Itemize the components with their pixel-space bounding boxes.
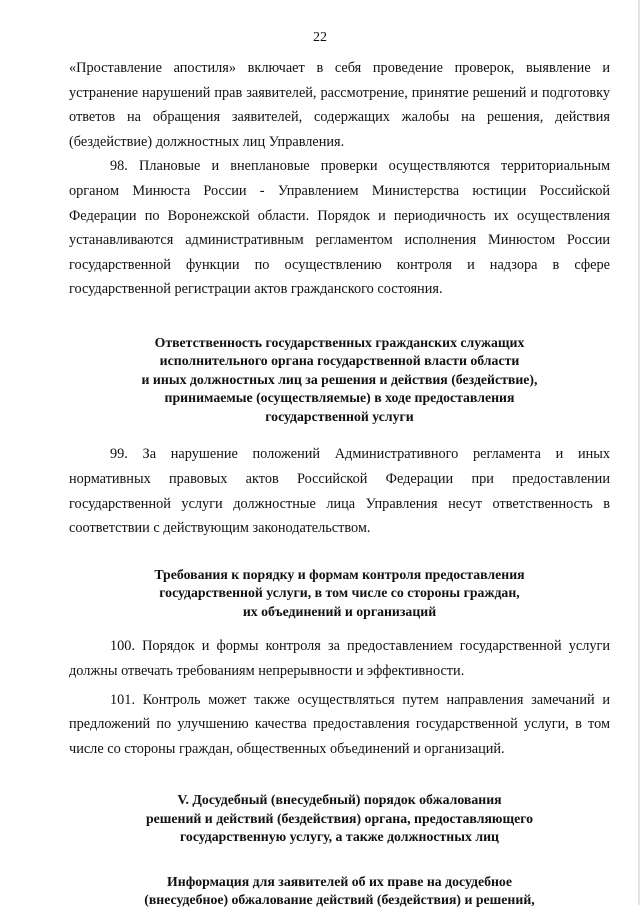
heading-line: V. Досудебный (внесудебный) порядок обжалования	[177, 792, 502, 808]
heading-requirements	[69, 566, 610, 622]
page-content	[69, 56, 610, 910]
paragraph-99: 99. За нарушение положений Административного регламента и иных нормативных правовых актов Российской Федерации при предоставлении государственной услуги должностные лица Управления несут ответственность в соответствии с действующим законодательством.	[69, 446, 610, 537]
heading-line: принимаемые (осуществляемые) в ходе предоставления	[164, 390, 515, 406]
heading-line: Информация для заявителей об их праве на досудебное	[167, 873, 512, 889]
heading-line: исполнительного органа государственной власти области	[159, 353, 520, 369]
heading-responsibility	[69, 334, 610, 427]
paragraph-101: 101. Контроль может также осуществляться путем направления замечаний и предложений по улучшению качества предоставления государственной услуги, в том числе со стороны граждан, общественных объединений и организаций.	[69, 691, 610, 757]
paragraph-100: 100. Порядок и формы контроля за предоставлением государственной услуги должны отвечать требованиям непрерывности и эффективности.	[69, 638, 610, 679]
heading-section-5	[69, 791, 610, 847]
heading-line: (внесудебное) обжалование действий (бездействия) и решений,	[144, 892, 535, 908]
heading-line: Требования к порядку и формам контроля предоставления	[154, 566, 525, 582]
heading-line: решений и действий (бездействия) органа, предоставляющего	[145, 810, 534, 826]
heading-line: их объединений и организаций	[242, 603, 437, 619]
page-number: 22	[313, 30, 327, 45]
heading-line: государственной услуги, в том числе со стороны граждан,	[159, 585, 520, 601]
heading-line: государственную услугу, а также должностных лиц	[180, 829, 499, 845]
heading-line: Ответственность государственных гражданских служащих	[154, 334, 525, 350]
heading-line: и иных должностных лиц за решения и действия (бездействие),	[141, 371, 538, 387]
paragraph-98: 98. Плановые и внеплановые проверки осуществляются территориальным органом Минюста России - Управлением Министерства юстиции Российской Федерации по Воронежской области. Порядок и периодичность их осуществления устанавливаются административным регламентом исполнения Минюстом России государственной функции по осуществлению контроля и надзора в сфере государственной регистрации актов гражданского состояния.	[69, 158, 610, 298]
paragraph-intro: «Проставление апостиля» включает в себя проведение проверок, выявление и устранение нарушений прав заявителей, рассмотрение, принятие решений и подготовку ответов на обращения заявителей, содержащих жалобы на решения, действия (бездействие) должностных лиц Управления.	[69, 60, 610, 150]
heading-information	[69, 873, 610, 910]
heading-line: государственной услуги	[265, 408, 414, 424]
